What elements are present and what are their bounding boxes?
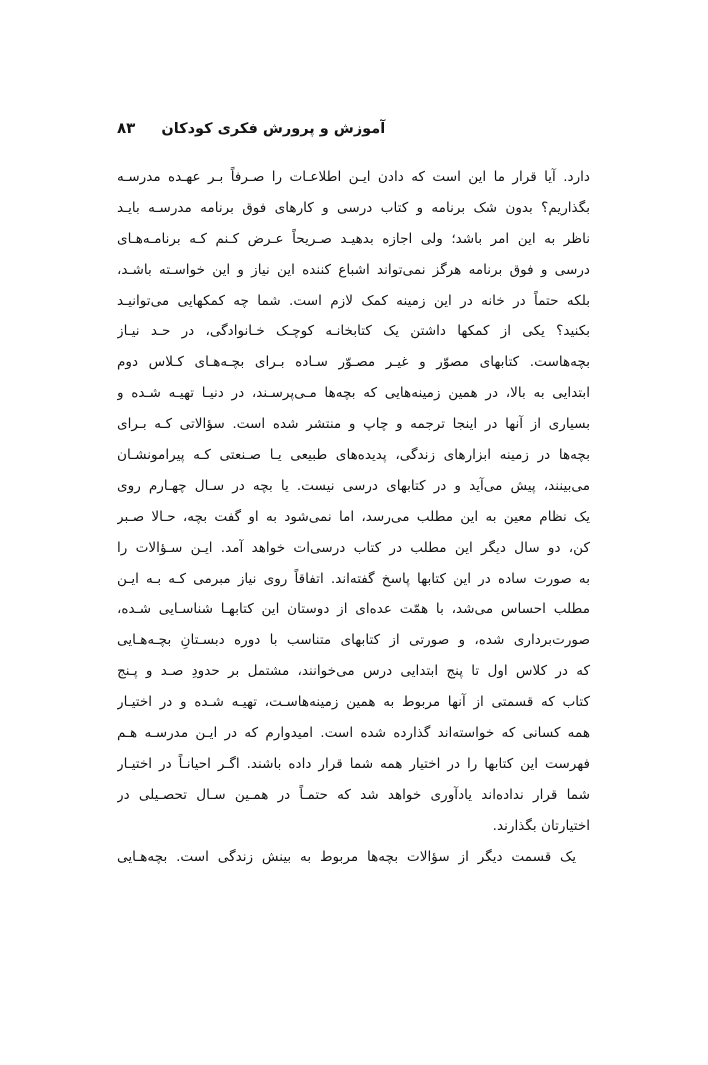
text-line: ابتدایی به بالا، در همین زمینه‌هایی که بچه‌ها مـی‌پرسـند، در دنیـا تهیـه شـده و <box>117 385 590 402</box>
text-line: بلکه حتماً در خانه در این زمینه کمک لازم است. شما چه کمکهایی می‌توانیـد <box>117 292 590 309</box>
text-line: فهرست این کتابها را در اختیار همه شما قرار داده باشند. اگـر احیانـاً در اختیـار <box>117 755 590 772</box>
body-text <box>117 162 590 872</box>
text-line: که در کلاس اول تا پنج ابتدایی درس می‌خوانند، مشتمل بر حدودِ صـد و پـنج <box>117 663 590 680</box>
text-line: می‌بینند، پیش می‌آید و در کتابهای درسی نیست. یا بچه در سـال چهـارم روی <box>117 477 590 494</box>
text-line: بگذاریم؟ بدون شک برنامه و کتاب درسی و کارهای فوق برنامه مدرسـه بایـد <box>117 199 590 216</box>
text-line: به صورت ساده در این کتابها پاسخ گفته‌اند. اتفاقاً روی نیاز مبرمی کـه بـه ایـن <box>117 570 590 587</box>
text-line: بچه‌هاست. کتابهای مصوّر و غیـر مصـوّر سـاده بـرای بچـه‌هـای کـلاس دوم <box>117 354 590 371</box>
text-line: همه کسانی که خواسته‌اند گذارده شده است. امیدوارم که در ایـن مدرسـه هـم <box>117 725 590 742</box>
text-line: دارد. آیا قرار ما این است که دادن ایـن اطلاعـات را صـرفاً بـر عهـده مدرسـه <box>117 169 590 185</box>
text-line: کن، دو سال دیگر این مطلب در کتاب درسی‌ات خواهد آمد. ایـن سـؤالات را <box>117 539 590 556</box>
paragraph-start-line: یک قسمت دیگر از سؤالات بچه‌ها مربوط به بینش زندگی است. بچه‌هـایی <box>117 848 576 865</box>
paragraph-end-line: اختیارتان بگذارند. <box>492 817 590 834</box>
running-header <box>117 119 590 145</box>
text-line: یک نظام معین به این مطلب می‌رسد، اما نمی‌شود به او گفت بچه، حـالا صـبر <box>117 508 590 525</box>
text-line: بسیاری از آنها در اینجا ترجمه و چاپ و منتشر شده است. سؤالاتی کـه بـرای <box>117 416 590 433</box>
text-line: ناظر به این امر باشد؛ ولی اجازه بدهیـد صـریحاً عـرض کـنم کـه برنامـه‌هـای <box>117 230 590 247</box>
page-number: ۸۳ <box>117 119 136 137</box>
text-line: صورت‌برداری شده، و صورتی از کتابهای متناسب با دوره دبسـتانِ بچـه‌هـایی <box>117 632 590 649</box>
text-line: بچه‌ها در زمینه ابزارهای زندگی، پدیده‌های طبیعی یـا صـنعتی کـه پیرامونشـان <box>117 447 590 464</box>
text-line: مطلب احساس می‌شد، با همّت عده‌ای از دوستان این کتابهـا شناسـایی شـده، <box>117 601 590 618</box>
running-header-title: آموزش و پرورش فکری کودکان <box>161 121 386 137</box>
text-line: بکنید؟ یکی از کمکها داشتن یک کتابخانـه کوچـک خـانوادگی، در حـد نیـاز <box>117 323 590 340</box>
text-line: کتاب که قسمتی از آنها مربوط به همین زمینه‌هاسـت، تهیـه شـده و در اختیـار <box>117 694 590 711</box>
text-line: درسی و فوق برنامه هرگز نمی‌تواند اشباع کننده این نیاز و این خواسـته باشـد، <box>117 261 590 278</box>
text-line: شما قرار نداده‌اند یادآوری خواهد شد که حتمـاً در همـین سـال تحصـیلی در <box>117 786 590 803</box>
